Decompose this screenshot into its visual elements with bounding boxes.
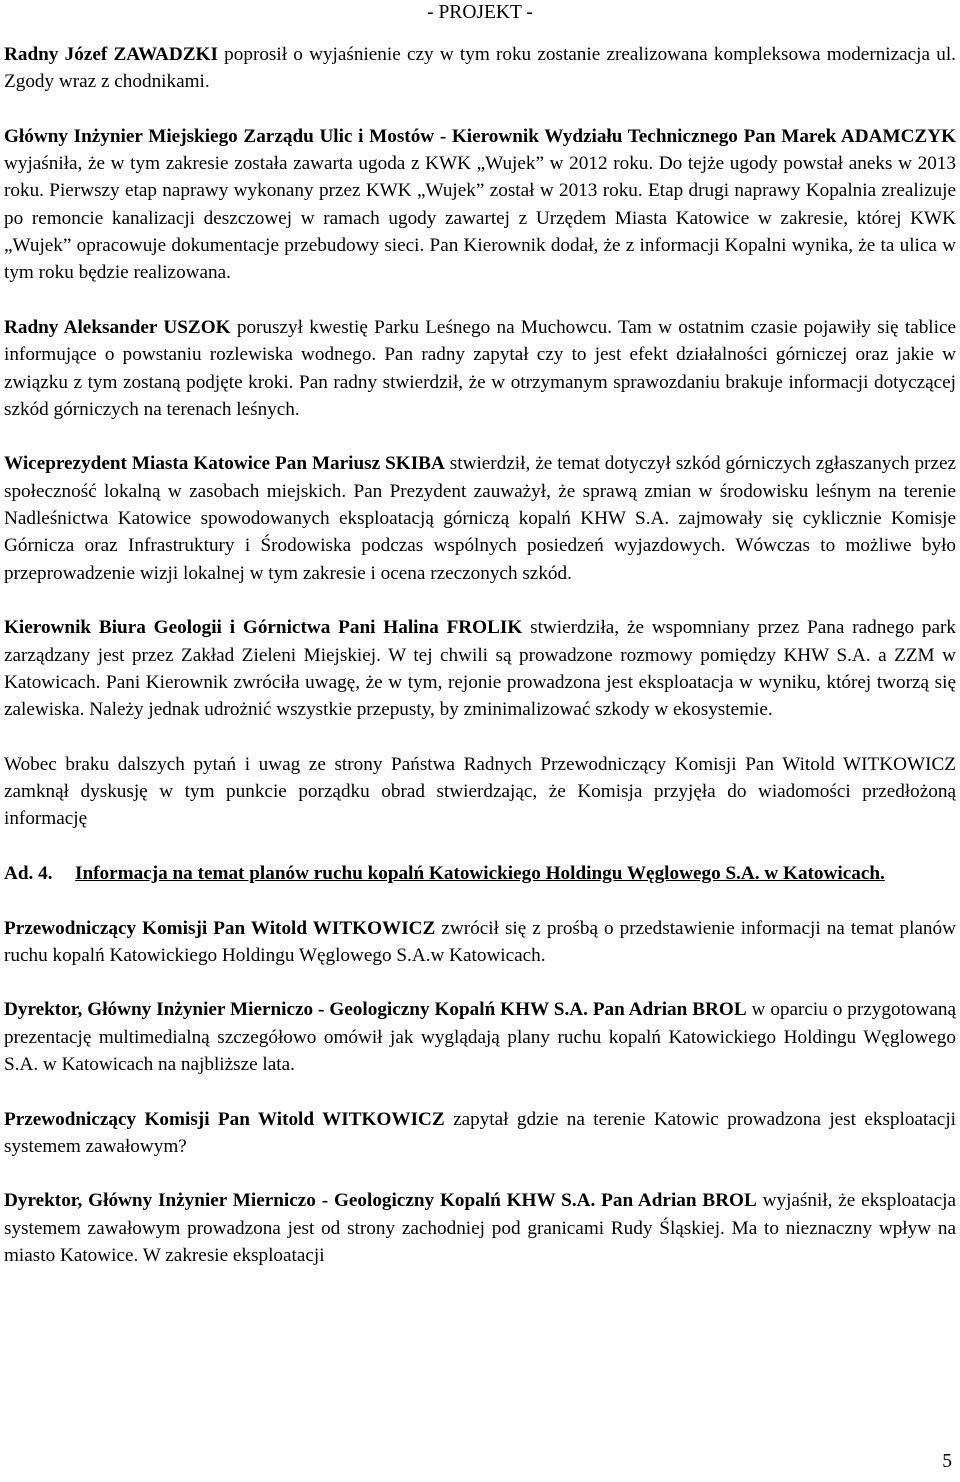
agenda-title: Informacja na temat planów ruchu kopalń Katowickiego Holdingu Węglowego S.A. w Katowicach. — [75, 862, 885, 884]
speaker-name: Przewodniczący Komisji Pan Witold WITKOWICZ — [4, 917, 436, 939]
speaker-name: Kierownik Biura Geologii i Górnictwa Pani Halina FROLIK — [4, 617, 523, 639]
agenda-item-4 — [4, 860, 956, 887]
paragraph-witkowicz-request — [4, 915, 956, 970]
paragraph-skiba — [4, 450, 956, 586]
page-header: - PROJEKT - — [427, 2, 533, 23]
paragraph-witkowicz-question — [4, 1106, 956, 1161]
paragraph-adamczyk — [4, 123, 956, 287]
paragraph-text: zwrócił się z prośbą o przedstawienie informacji na temat planów ruchu kopalń Katowickiego Holdingu Węglowego S.A.w Katowicach. — [4, 917, 956, 966]
paragraph-frolik — [4, 614, 956, 723]
paragraph-text: zapytał gdzie na terenie Katowic prowadzona jest eksploatacji systemem zawałowym? — [4, 1108, 956, 1157]
paragraph-text: stwierdziła, że wspomniany przez Pana radnego park zarządzany jest przez Zakład Zieleni Miejskiej. W tej chwili są prowadzone rozmowy pomiędzy KHW S.A. a ZZM w Katowicach. Pani Kierownik zwróciła uwagę, że w tym, rejonie prowadzona jest eksploatacja w wyniku, której tworzą się zalewiska. Należy jednak udrożnić wszystkie przepusty, by zminimalizować szkody w ekosystemie. — [4, 617, 956, 721]
paragraph-uszok — [4, 314, 956, 423]
paragraph-text: wyjaśnił, że eksploatacja systemem zawałowym prowadzona jest od strony zachodniej pod granicami Rudy Śląskiej. Ma to nieznaczny wpływ na miasto Katowice. W zakresie eksploatacji — [4, 1190, 956, 1267]
speaker-name: Główny Inżynier Miejskiego Zarządu Ulic i Mostów - Kierownik Wydziału Technicznego Pan Marek ADAMCZYK — [4, 125, 956, 147]
paragraph-brol-answer — [4, 1187, 956, 1269]
speaker-name: Dyrektor, Główny Inżynier Mierniczo - Geologiczny Kopalń KHW S.A. Pan Adrian BROL — [4, 1190, 757, 1212]
speaker-name: Przewodniczący Komisji Pan Witold WITKOWICZ — [4, 1108, 445, 1130]
paragraph-closing-discussion — [4, 751, 956, 833]
paragraph-text: poruszył kwestię Parku Leśnego na Muchowcu. Tam w ostatnim czasie pojawiły się tablice informujące o powstaniu rozlewiska wodnego. Pan radny zapytał czy to jest efekt działalności górniczej oraz jakie w związku z tym zostaną podjęte kroki. Pan radny stwierdził, że w otrzymanym sprawozdaniu brakuje informacji dotyczącej szkód górniczych na terenach leśnych. — [4, 316, 956, 420]
paragraph-zawadzki — [4, 41, 956, 96]
agenda-number: Ad. 4. — [4, 862, 53, 884]
paragraph-text: Wobec braku dalszych pytań i uwag ze strony Państwa Radnych Przewodniczący Komisji Pan Witold WITKOWICZ zamknął dyskusję w tym punkcie porządku obrad stwierdzając, że Komisja przyjęła do wiadomości przedłożoną informację — [4, 753, 956, 830]
paragraph-text: w oparciu o przygotowaną prezentację multimedialną szczegółowo omówił jak wyglądają plany ruchu kopalń Katowickiego Holdingu Węglowego S.A. w Katowicach na najbliższe lata. — [4, 999, 956, 1075]
page-number: 5 — [942, 1451, 952, 1472]
speaker-name: Radny Aleksander USZOK — [4, 316, 231, 338]
paragraph-text: poprosił o wyjaśnienie czy w tym roku zostanie zrealizowana kompleksowa modernizacja ul. Zgody wraz z chodnikami. — [4, 44, 956, 93]
paragraph-text: wyjaśniła, że w tym zakresie została zawarta ugoda z KWK „Wujek” w 2012 roku. Do tejże ugody powstał aneks w 2013 roku. Pierwszy etap naprawy wykonany przez KWK „Wujek” został w 2013 roku. Etap drugi naprawy Kopalnia zrealizuje po remoncie kanalizacji deszczowej w ramach ugody zawartej z Urzędem Miasta Katowice w zakresie, której KWK „Wujek” opracowuje dokumentacje przebudowy sieci. Pan Kierownik dodał, że z informacji Kopalni wynika, że ta ulica w tym roku będzie realizowana. — [4, 153, 956, 284]
speaker-name: Dyrektor, Główny Inżynier Mierniczo - Geologiczny Kopalń KHW S.A. Pan Adrian BROL — [4, 999, 747, 1021]
speaker-name: Radny Józef ZAWADZKI — [4, 44, 218, 65]
paragraph-text: stwierdził, że temat dotyczył szkód górniczych zgłaszanych przez społeczność lokalną w zasobach miejskich. Pan Prezydent zauważył, że sprawą zmian w środowisku leśnym na terenie Nadleśnictwa Katowice spowodowanych eksploatacją górniczą kopalń KHW S.A. zajmowały się cyklicznie Komisje Górnicza oraz Infrastruktury i Środowiska podczas wspólnych posiedzeń wyjazdowych. Wówczas to możliwe było przeprowadzenie wizji lokalnej w tym zakresie i ocena rzeczonych szkód. — [4, 453, 956, 584]
document-body — [4, 41, 956, 1297]
speaker-name: Wiceprezydent Miasta Katowice Pan Mariusz SKIBA — [4, 453, 445, 475]
paragraph-brol-presentation — [4, 996, 956, 1078]
